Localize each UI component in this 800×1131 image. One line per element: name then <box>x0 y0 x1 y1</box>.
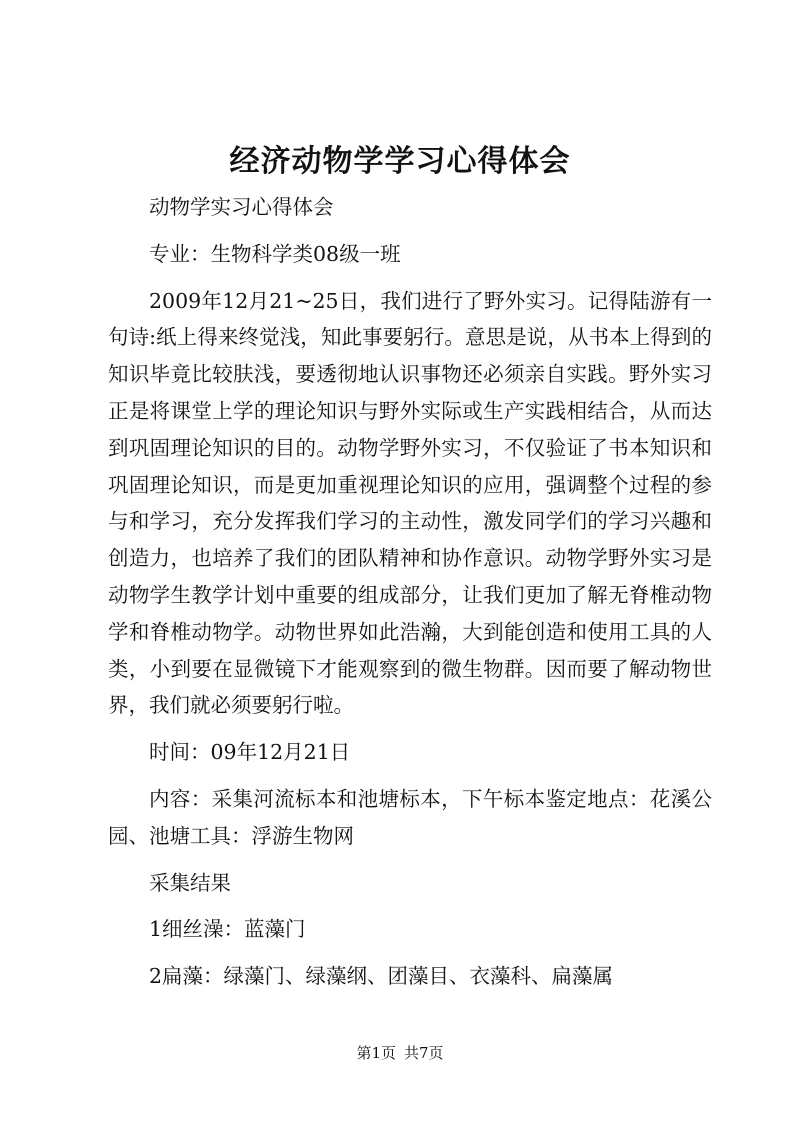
paragraph-major: 专业：生物科学类08级一班 <box>149 241 401 266</box>
paragraph-result-1: 1细丝澡：蓝藻门 <box>149 917 306 942</box>
paragraph-time: 时间：09年12月21日 <box>149 740 351 765</box>
paragraph-main-text: 2009年12月21~25日，我们进行了野外实习。记得陆游有一句诗:纸上得来终觉浅，知此事要躬行。意思是说，从书本上得到的知识毕竟比较肤浅，要透彻地认识事物还必须亲自实践。野外实习正是将课堂上学的理论知识与野外实际或生产实践相结合，从而达到巩固理论知识的目的。动物学野外实习，不仅验证了书本知识和巩固理论知识，而是更加重视理论知识的应用，强调整个过程的参与和学习，充分发挥我们学习的主动性，激发同学们的学习兴趣和创造力，也培养了我们的团队精神和协作意识。动物学野外实习是动物学生教学计划中重要的组成部分，让我们更加了解无脊椎动物学和脊椎动物学。动物世界如此浩瀚，大到能创造和使用工具的人类，小到要在显微镜下才能观察到的微生物群。因而要了解动物世界，我们就必须要躬行啦。 <box>108 288 712 718</box>
page-footer <box>0 1043 800 1063</box>
paragraph-content: 内容：采集河流标本和池塘标本，下午标本鉴定地点：花溪公园、池塘工具：浮游生物网 <box>108 786 712 848</box>
paragraph-results-heading: 采集结果 <box>149 870 231 895</box>
page-total: 共7页 <box>404 1044 444 1062</box>
document-body <box>108 189 712 995</box>
document-title: 经济动物学学习心得体会 <box>229 144 571 179</box>
paragraph-subtitle: 动物学实习心得体会 <box>149 195 334 219</box>
page-number: 第1页 <box>356 1044 396 1062</box>
paragraph-result-2: 2扁藻：绿藻门、绿藻纲、团藻目、衣藻科、扁藻属 <box>149 964 614 989</box>
